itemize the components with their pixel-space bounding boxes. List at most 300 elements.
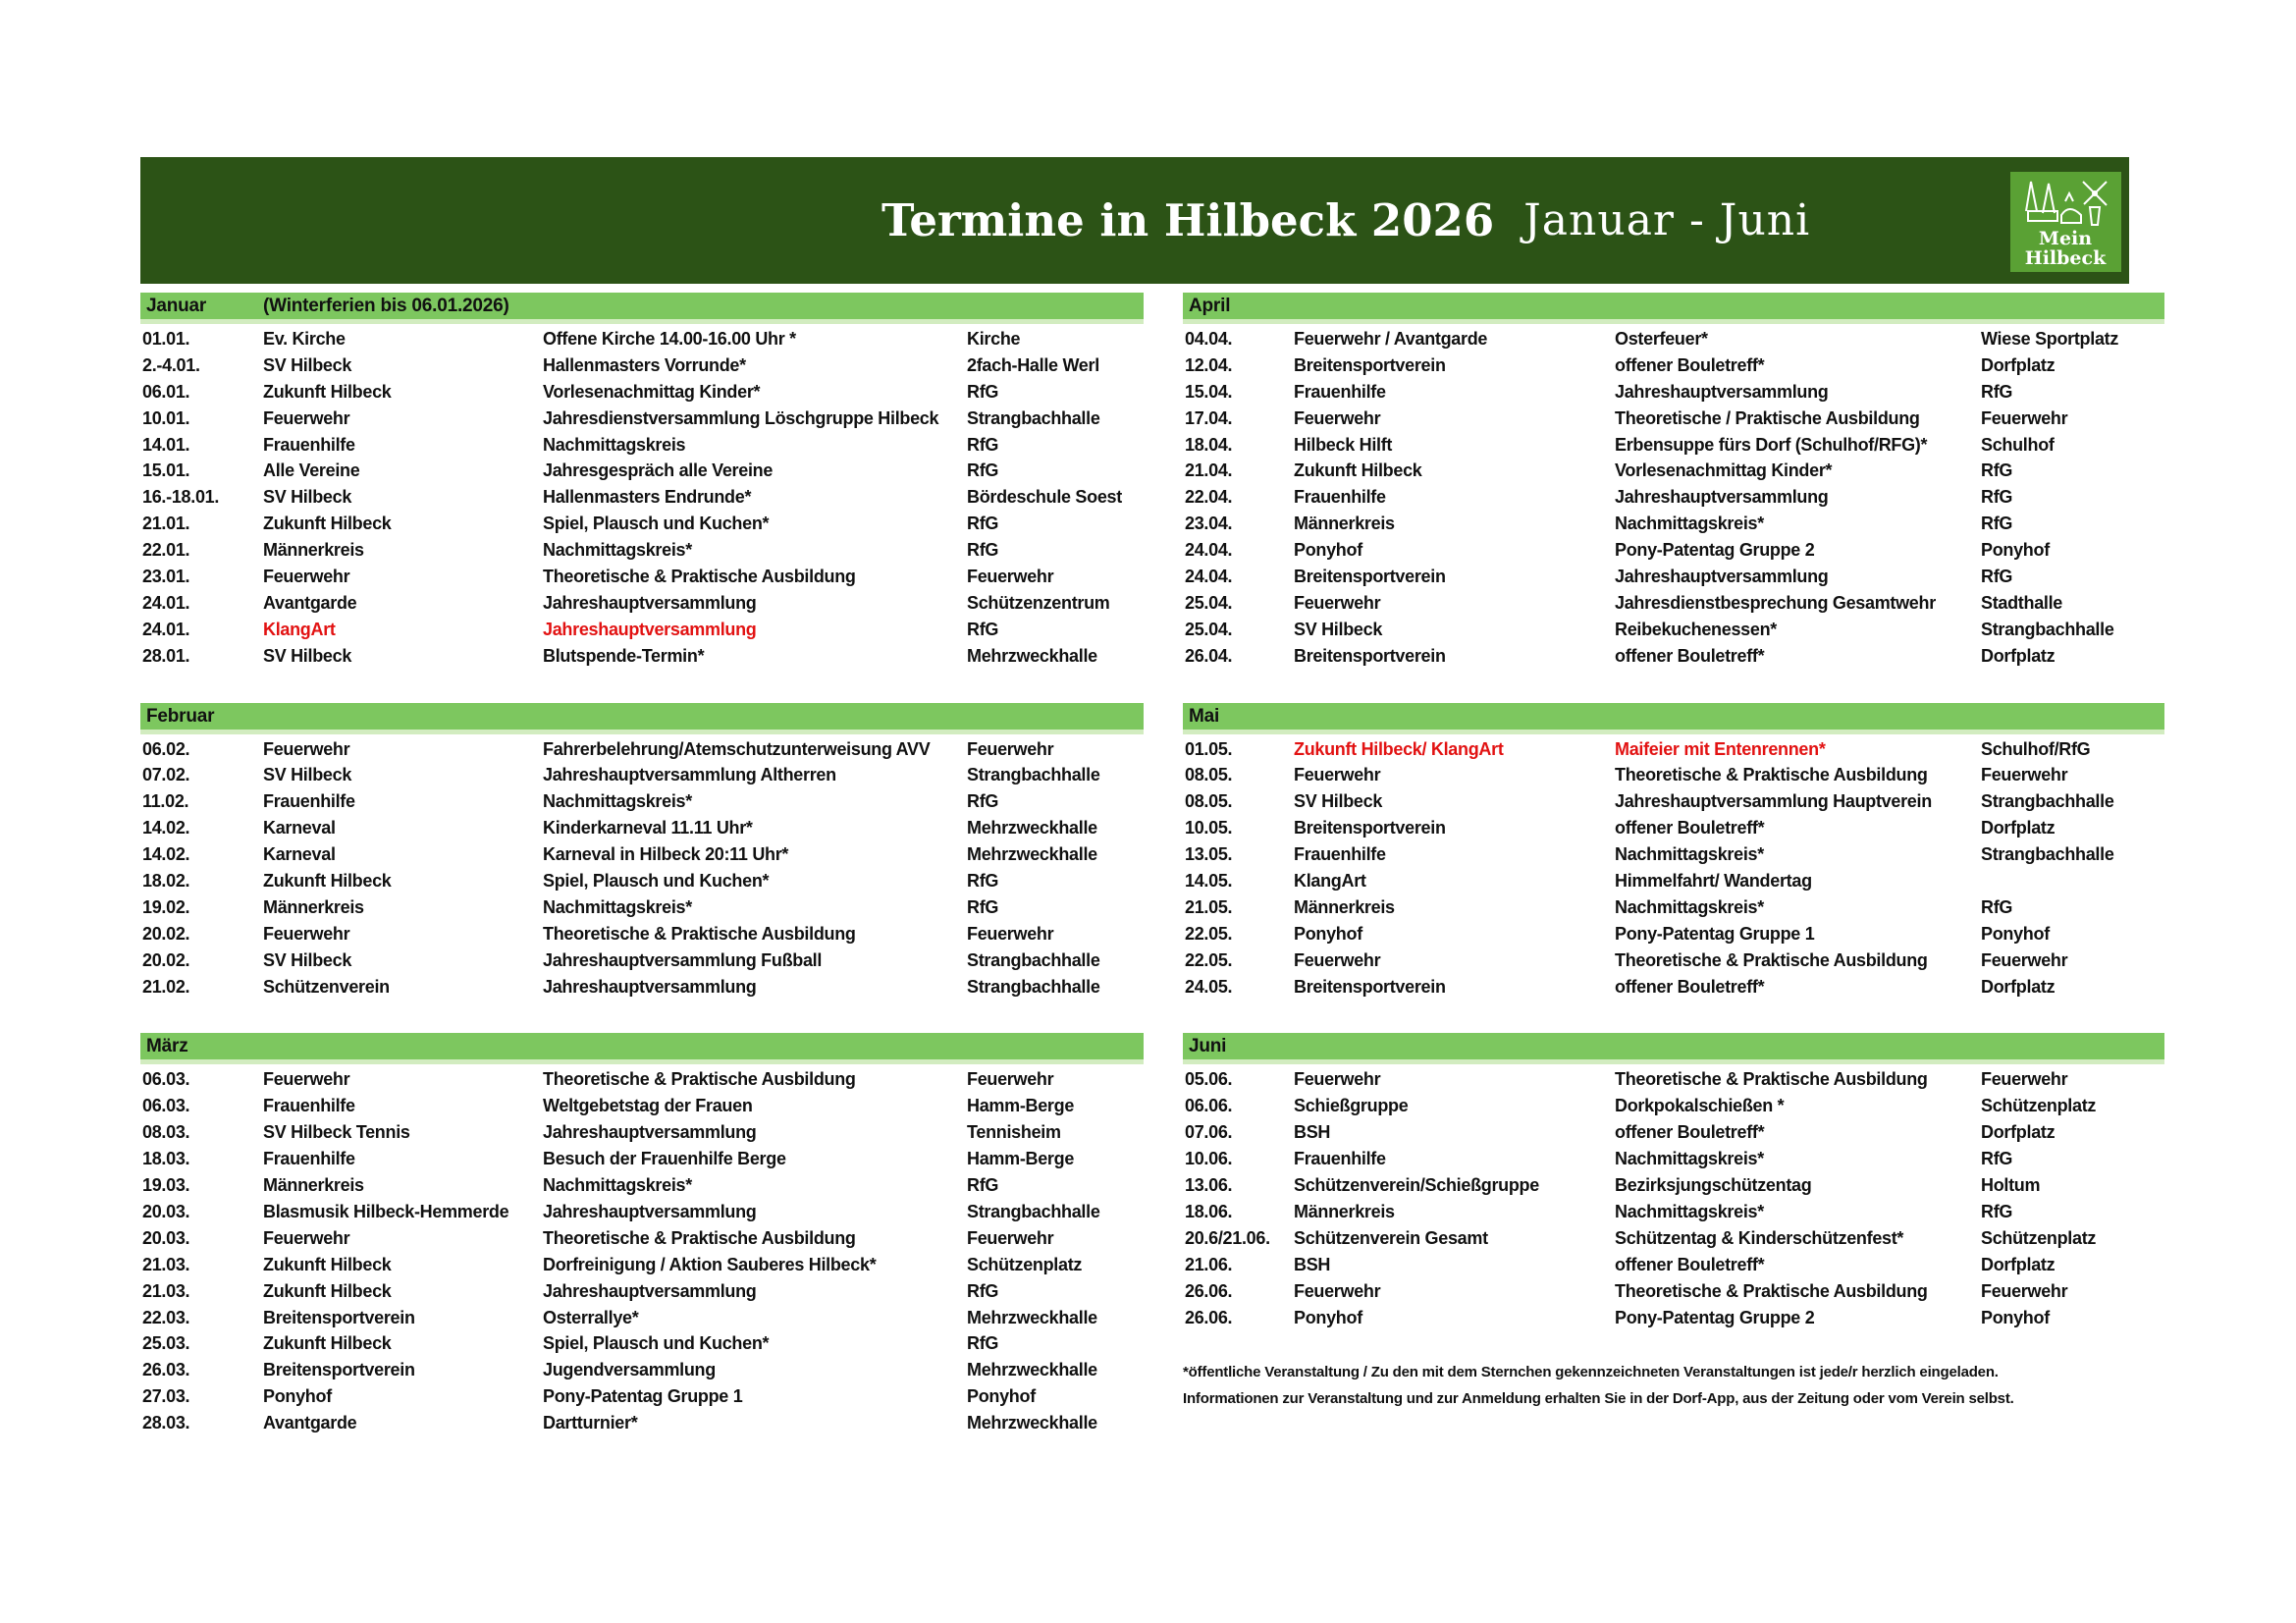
event-title: Spiel, Plausch und Kuchen*: [543, 514, 770, 534]
event-location: Schützenzentrum: [967, 592, 1110, 613]
event-location: Ponyhof: [1981, 540, 2050, 561]
event-date: 21.03.: [142, 1280, 190, 1301]
event-location: Mehrzweckhalle: [967, 645, 1097, 666]
event-location: Schützenplatz: [1981, 1227, 2097, 1248]
event-row: [140, 590, 1144, 617]
event-location: RfG: [1981, 460, 2013, 481]
event-date: 22.04.: [1185, 487, 1233, 508]
event-row: [140, 841, 1144, 868]
event-row: [1183, 564, 2164, 590]
event-location: RfG: [1981, 487, 2013, 508]
event-row: [140, 947, 1144, 974]
event-location: Mehrzweckhalle: [967, 818, 1097, 839]
event-location: RfG: [967, 1175, 999, 1196]
event-org: Avantgarde: [263, 592, 357, 613]
event-row: [1183, 617, 2164, 643]
month-header-januar: [140, 293, 1144, 324]
event-date: 22.05.: [1185, 923, 1233, 944]
month-section-januar: [140, 293, 1144, 670]
logo-text-line1: Mein: [2038, 228, 2093, 249]
event-row: [140, 326, 1144, 352]
month-name: Mai: [1189, 705, 1220, 727]
event-date: 14.02.: [142, 818, 190, 839]
event-location: Wiese Sportplatz: [1981, 329, 2119, 349]
month-note: (Winterferien bis 06.01.2026): [263, 296, 509, 316]
event-title: Offene Kirche 14.00-16.00 Uhr *: [543, 329, 796, 349]
event-date: 10.06.: [1185, 1149, 1233, 1169]
event-org: Feuerwehr: [1294, 765, 1381, 785]
event-row: [140, 921, 1144, 947]
event-date: 19.03.: [142, 1175, 190, 1196]
event-location: Hamm-Berge: [967, 1149, 1075, 1169]
event-date: 07.06.: [1185, 1122, 1233, 1143]
event-org: Zukunft Hilbeck: [263, 381, 392, 402]
event-location: Feuerwehr: [1981, 1280, 2068, 1301]
event-row: [140, 815, 1144, 841]
event-org: Schützenverein: [263, 976, 390, 997]
event-row: [140, 1146, 1144, 1172]
event-location: Mehrzweckhalle: [967, 1307, 1097, 1327]
event-title: Dorfreinigung / Aktion Sauberes Hilbeck*: [543, 1254, 877, 1274]
event-org: Breitensportverein: [1294, 645, 1446, 666]
event-date: 14.02.: [142, 844, 190, 865]
event-date: 26.03.: [142, 1360, 190, 1380]
event-row: [1183, 868, 2164, 894]
event-date: 25.04.: [1185, 619, 1233, 639]
event-date: 18.06.: [1185, 1201, 1233, 1221]
event-date: 17.04.: [1185, 407, 1233, 428]
event-date: 26.04.: [1185, 645, 1233, 666]
event-location: Ponyhof: [967, 1386, 1036, 1407]
event-location: Feuerwehr: [1981, 407, 2068, 428]
event-location: Tennisheim: [967, 1122, 1061, 1143]
month-section-mai: [1183, 703, 2164, 1001]
event-date: 08.05.: [1185, 765, 1233, 785]
event-org: Frauenhilfe: [1294, 844, 1386, 865]
event-org: Ev. Kirche: [263, 329, 346, 349]
month-section-märz: [140, 1033, 1144, 1435]
event-row: [1183, 1093, 2164, 1119]
event-org: Zukunft Hilbeck: [263, 871, 392, 892]
event-title: Weltgebetstag der Frauen: [543, 1096, 753, 1116]
event-location: RfG: [967, 896, 999, 917]
event-location: Strangbachhalle: [1981, 619, 2114, 639]
event-date: 15.01.: [142, 460, 190, 481]
event-title: Himmelfahrt/ Wandertag: [1615, 871, 1812, 892]
event-org: Frauenhilfe: [263, 1149, 355, 1169]
event-org: Breitensportverein: [1294, 976, 1446, 997]
event-title: Dartturnier*: [543, 1413, 638, 1434]
event-date: 16.-18.01.: [142, 487, 220, 508]
event-row: [140, 406, 1144, 432]
event-title: Dorkpokalschießen *: [1615, 1096, 1785, 1116]
event-org: Feuerwehr: [1294, 407, 1381, 428]
event-row: [1183, 1252, 2164, 1278]
event-title: Bezirksjungschützentag: [1615, 1175, 1812, 1196]
event-title: Maifeier mit Entenrennen*: [1615, 738, 1826, 759]
event-title: Nachmittagskreis*: [543, 791, 692, 812]
event-title: Schützentag & Kinderschützenfest*: [1615, 1227, 1904, 1248]
event-title: Theoretische & Praktische Ausbildung: [1615, 765, 1928, 785]
event-row: [140, 1330, 1144, 1357]
event-row: [140, 1119, 1144, 1146]
event-date: 01.01.: [142, 329, 190, 349]
event-org: SV Hilbeck: [263, 645, 352, 666]
event-location: RfG: [1981, 1149, 2013, 1169]
event-row: [140, 432, 1144, 459]
event-org: Männerkreis: [263, 1175, 364, 1196]
event-title: Theoretische & Praktische Ausbildung: [1615, 949, 1928, 970]
event-title: offener Bouletreff*: [1615, 818, 1765, 839]
event-date: 06.03.: [142, 1069, 190, 1090]
event-location: Schützenplatz: [967, 1254, 1083, 1274]
event-location: RfG: [1981, 381, 2013, 402]
event-title: Jahresdienstbesprechung Gesamtwehr: [1615, 592, 1936, 613]
event-date: 24.01.: [142, 619, 190, 639]
event-row: [1183, 815, 2164, 841]
event-date: 10.01.: [142, 407, 190, 428]
event-date: 08.05.: [1185, 791, 1233, 812]
event-org: Breitensportverein: [1294, 567, 1446, 587]
event-title: Nachmittagskreis*: [1615, 896, 1764, 917]
event-org: BSH: [1294, 1122, 1331, 1143]
event-org: SV Hilbeck: [263, 765, 352, 785]
event-date: 23.04.: [1185, 514, 1233, 534]
month-section-april: [1183, 293, 2164, 670]
event-date: 20.03.: [142, 1227, 190, 1248]
event-title: Jahreshauptversammlung: [1615, 567, 1829, 587]
banner-titles: [881, 157, 1810, 284]
event-row: [1183, 921, 2164, 947]
event-title: Nachmittagskreis*: [1615, 844, 1764, 865]
event-row: [140, 511, 1144, 537]
event-row: [140, 868, 1144, 894]
event-date: 06.03.: [142, 1096, 190, 1116]
month-rows: [140, 736, 1144, 1001]
month-section-juni: [1183, 1033, 2164, 1330]
event-date: 24.05.: [1185, 976, 1233, 997]
event-org: Blasmusik Hilbeck-Hemmerde: [263, 1201, 509, 1221]
event-title: Nachmittagskreis*: [543, 896, 692, 917]
event-date: 05.06.: [1185, 1069, 1233, 1090]
month-name: März: [146, 1036, 188, 1057]
event-title: offener Bouletreff*: [1615, 1122, 1765, 1143]
event-date: 27.03.: [142, 1386, 190, 1407]
event-date: 19.02.: [142, 896, 190, 917]
event-org: Zukunft Hilbeck: [263, 1333, 392, 1354]
event-location: Schulhof/RfG: [1981, 738, 2091, 759]
event-row: [1183, 1119, 2164, 1146]
event-org: Frauenhilfe: [263, 1096, 355, 1116]
event-org: Feuerwehr: [263, 1069, 350, 1090]
event-location: Feuerwehr: [967, 738, 1054, 759]
event-title: Hallenmasters Endrunde*: [543, 487, 752, 508]
month-rows: [140, 326, 1144, 670]
event-row: [140, 1410, 1144, 1436]
event-date: 21.04.: [1185, 460, 1233, 481]
event-row: [1183, 406, 2164, 432]
event-date: 18.03.: [142, 1149, 190, 1169]
event-date: 24.04.: [1185, 540, 1233, 561]
event-date: 24.04.: [1185, 567, 1233, 587]
event-location: Schulhof: [1981, 434, 2055, 455]
event-location: Mehrzweckhalle: [967, 1360, 1097, 1380]
event-date: 13.05.: [1185, 844, 1233, 865]
event-location: Dorfplatz: [1981, 645, 2056, 666]
event-org: Breitensportverein: [1294, 354, 1446, 375]
event-row: [1183, 326, 2164, 352]
event-location: Feuerwehr: [1981, 949, 2068, 970]
event-org: BSH: [1294, 1254, 1331, 1274]
event-row: [1183, 1225, 2164, 1252]
month-name: Februar: [146, 705, 215, 727]
event-org: KlangArt: [263, 619, 336, 639]
event-row: [1183, 379, 2164, 406]
event-title: Jahreshauptversammlung: [543, 619, 757, 639]
event-date: 06.01.: [142, 381, 190, 402]
event-location: RfG: [967, 514, 999, 534]
event-row: [1183, 537, 2164, 564]
event-date: 21.06.: [1185, 1254, 1233, 1274]
event-location: Dorfplatz: [1981, 1122, 2056, 1143]
event-title: Jahreshauptversammlung: [1615, 487, 1829, 508]
event-title: offener Bouletreff*: [1615, 645, 1765, 666]
event-location: Dorfplatz: [1981, 354, 2056, 375]
event-row: [140, 1278, 1144, 1305]
event-org: Feuerwehr: [1294, 1280, 1381, 1301]
event-row: [140, 352, 1144, 379]
event-row: [1183, 736, 2164, 763]
event-row: [140, 537, 1144, 564]
event-row: [140, 643, 1144, 670]
event-location: Ponyhof: [1981, 923, 2050, 944]
event-title: Theoretische & Praktische Ausbildung: [543, 923, 856, 944]
event-row: [140, 1305, 1144, 1331]
event-title: Theoretische & Praktische Ausbildung: [543, 1069, 856, 1090]
event-row: [140, 974, 1144, 1001]
event-row: [140, 617, 1144, 643]
event-date: 14.01.: [142, 434, 190, 455]
event-date: 21.01.: [142, 514, 190, 534]
event-title: Kinderkarneval 11.11 Uhr*: [543, 818, 753, 839]
event-row: [1183, 590, 2164, 617]
event-row: [140, 1066, 1144, 1093]
event-date: 25.04.: [1185, 592, 1233, 613]
event-date: 28.01.: [142, 645, 190, 666]
event-date: 28.03.: [142, 1413, 190, 1434]
footnote-line: Informationen zur Veranstaltung und zur Anmeldung erhalten Sie in der Dorf-App, aus der Zeitung oder vom Verein selbst.: [1183, 1390, 2014, 1408]
event-date: 07.02.: [142, 765, 190, 785]
event-row: [1183, 432, 2164, 459]
event-date: 20.6/21.06.: [1185, 1227, 1270, 1248]
event-org: SV Hilbeck: [263, 354, 352, 375]
event-row: [1183, 974, 2164, 1001]
event-location: Feuerwehr: [967, 1227, 1054, 1248]
event-date: 20.02.: [142, 923, 190, 944]
event-org: Breitensportverein: [1294, 818, 1446, 839]
event-org: SV Hilbeck: [263, 949, 352, 970]
event-org: Frauenhilfe: [1294, 1149, 1386, 1169]
event-title: Theoretische & Praktische Ausbildung: [1615, 1280, 1928, 1301]
event-date: 20.02.: [142, 949, 190, 970]
event-row: [140, 788, 1144, 815]
event-location: Feuerwehr: [967, 923, 1054, 944]
event-title: Jahreshauptversammlung Fußball: [543, 949, 823, 970]
page-title: Termine in Hilbeck 2026: [881, 194, 1495, 246]
event-title: Nachmittagskreis*: [1615, 514, 1764, 534]
event-location: Mehrzweckhalle: [967, 1413, 1097, 1434]
event-location: Bördeschule Soest: [967, 487, 1122, 508]
header-banner: [140, 157, 2129, 284]
event-org: Zukunft Hilbeck/ KlangArt: [1294, 738, 1504, 759]
event-title: Besuch der Frauenhilfe Berge: [543, 1149, 786, 1169]
event-date: 14.05.: [1185, 871, 1233, 892]
left-column: [140, 293, 1144, 1436]
event-title: Jahreshauptversammlung Hauptverein: [1615, 791, 1932, 812]
logo-text-line2: Hilbeck: [2024, 247, 2107, 269]
event-org: Ponyhof: [1294, 540, 1362, 561]
event-org: Ponyhof: [1294, 1307, 1362, 1327]
event-date: 26.06.: [1185, 1307, 1233, 1327]
event-date: 21.03.: [142, 1254, 190, 1274]
month-name: Juni: [1189, 1036, 1227, 1057]
event-title: Jahreshauptversammlung: [543, 1201, 757, 1221]
event-row: [1183, 484, 2164, 511]
event-date: 21.02.: [142, 976, 190, 997]
event-org: Breitensportverein: [263, 1307, 415, 1327]
event-date: 22.03.: [142, 1307, 190, 1327]
mein-hilbeck-logo: [2010, 172, 2121, 272]
event-row: [1183, 643, 2164, 670]
event-date: 10.05.: [1185, 818, 1233, 839]
event-title: Vorlesenachmittag Kinder*: [543, 381, 761, 402]
event-title: offener Bouletreff*: [1615, 1254, 1765, 1274]
event-location: Mehrzweckhalle: [967, 844, 1097, 865]
event-org: Männerkreis: [1294, 1201, 1395, 1221]
event-date: 15.04.: [1185, 381, 1233, 402]
event-location: RfG: [967, 540, 999, 561]
event-org: Zukunft Hilbeck: [263, 514, 392, 534]
event-location: Hamm-Berge: [967, 1096, 1075, 1116]
event-location: RfG: [1981, 567, 2013, 587]
month-header-februar: [140, 703, 1144, 734]
month-header-juni: [1183, 1033, 2164, 1064]
event-date: 26.06.: [1185, 1280, 1233, 1301]
event-org: Avantgarde: [263, 1413, 357, 1434]
event-row: [1183, 1305, 2164, 1331]
event-date: 08.03.: [142, 1122, 190, 1143]
event-row: [1183, 841, 2164, 868]
event-location: Feuerwehr: [1981, 1069, 2068, 1090]
event-title: Jahreshauptversammlung: [543, 1122, 757, 1143]
event-org: Feuerwehr: [263, 1227, 350, 1248]
event-title: Spiel, Plausch und Kuchen*: [543, 871, 770, 892]
event-date: 06.06.: [1185, 1096, 1233, 1116]
month-rows: [140, 1066, 1144, 1435]
month-header-april: [1183, 293, 2164, 324]
event-location: RfG: [967, 434, 999, 455]
month-rows: [1183, 326, 2164, 670]
event-date: 25.03.: [142, 1333, 190, 1354]
event-location: Strangbachhalle: [967, 407, 1100, 428]
event-org: Feuerwehr / Avantgarde: [1294, 329, 1488, 349]
event-location: Stadthalle: [1981, 592, 2063, 613]
event-row: [140, 379, 1144, 406]
event-date: 20.03.: [142, 1201, 190, 1221]
event-org: Feuerwehr: [263, 407, 350, 428]
event-location: Feuerwehr: [967, 1069, 1054, 1090]
event-row: [1183, 352, 2164, 379]
event-org: SV Hilbeck: [1294, 791, 1383, 812]
event-title: Erbensuppe fürs Dorf (Schulhof/RFG)*: [1615, 434, 1928, 455]
month-section-februar: [140, 703, 1144, 1001]
event-row: [140, 484, 1144, 511]
event-org: SV Hilbeck Tennis: [263, 1122, 410, 1143]
event-row: [140, 458, 1144, 484]
event-location: Dorfplatz: [1981, 1254, 2056, 1274]
event-org: SV Hilbeck: [263, 487, 352, 508]
event-row: [1183, 947, 2164, 974]
event-title: Theoretische / Praktische Ausbildung: [1615, 407, 1920, 428]
event-location: RfG: [967, 381, 999, 402]
event-location: Holtum: [1981, 1175, 2041, 1196]
event-org: SV Hilbeck: [1294, 619, 1383, 639]
event-title: Pony-Patentag Gruppe 2: [1615, 540, 1815, 561]
event-title: Nachmittagskreis*: [1615, 1149, 1764, 1169]
event-row: [140, 1199, 1144, 1225]
event-title: Vorlesenachmittag Kinder*: [1615, 460, 1833, 481]
event-location: Feuerwehr: [967, 567, 1054, 587]
event-title: Fahrerbelehrung/Atemschutzunterweisung AVV: [543, 738, 931, 759]
event-title: Jahreshauptversammlung: [543, 1280, 757, 1301]
event-row: [140, 1357, 1144, 1383]
event-org: Feuerwehr: [1294, 949, 1381, 970]
event-row: [140, 1093, 1144, 1119]
event-title: Jahreshauptversammlung Altherren: [543, 765, 836, 785]
event-title: Reibekuchenessen*: [1615, 619, 1777, 639]
event-row: [140, 1172, 1144, 1199]
event-org: Männerkreis: [1294, 896, 1395, 917]
event-org: Feuerwehr: [263, 567, 350, 587]
event-org: Feuerwehr: [263, 738, 350, 759]
event-location: RfG: [1981, 896, 2013, 917]
event-location: RfG: [1981, 1201, 2013, 1221]
event-org: Zukunft Hilbeck: [1294, 460, 1422, 481]
event-row: [1183, 511, 2164, 537]
event-title: Nachmittagskreis: [543, 434, 686, 455]
event-title: Karneval in Hilbeck 20:11 Uhr*: [543, 844, 789, 865]
event-org: Frauenhilfe: [263, 434, 355, 455]
event-org: Männerkreis: [1294, 514, 1395, 534]
event-date: 04.04.: [1185, 329, 1233, 349]
event-row: [140, 564, 1144, 590]
event-title: Pony-Patentag Gruppe 1: [1615, 923, 1815, 944]
event-location: Feuerwehr: [1981, 765, 2068, 785]
event-row: [140, 1383, 1144, 1410]
event-location: Schützenplatz: [1981, 1096, 2097, 1116]
event-date: 22.05.: [1185, 949, 1233, 970]
event-title: Jahreshauptversammlung: [543, 976, 757, 997]
event-row: [1183, 788, 2164, 815]
event-title: Jahresdienstversammlung Löschgruppe Hilbeck: [543, 407, 939, 428]
event-title: Jugendversammlung: [543, 1360, 716, 1380]
event-org: KlangArt: [1294, 871, 1366, 892]
event-location: Strangbachhalle: [967, 949, 1100, 970]
event-date: 18.02.: [142, 871, 190, 892]
month-name: Januar: [146, 296, 207, 316]
event-location: RfG: [967, 619, 999, 639]
event-location: Strangbachhalle: [1981, 791, 2114, 812]
